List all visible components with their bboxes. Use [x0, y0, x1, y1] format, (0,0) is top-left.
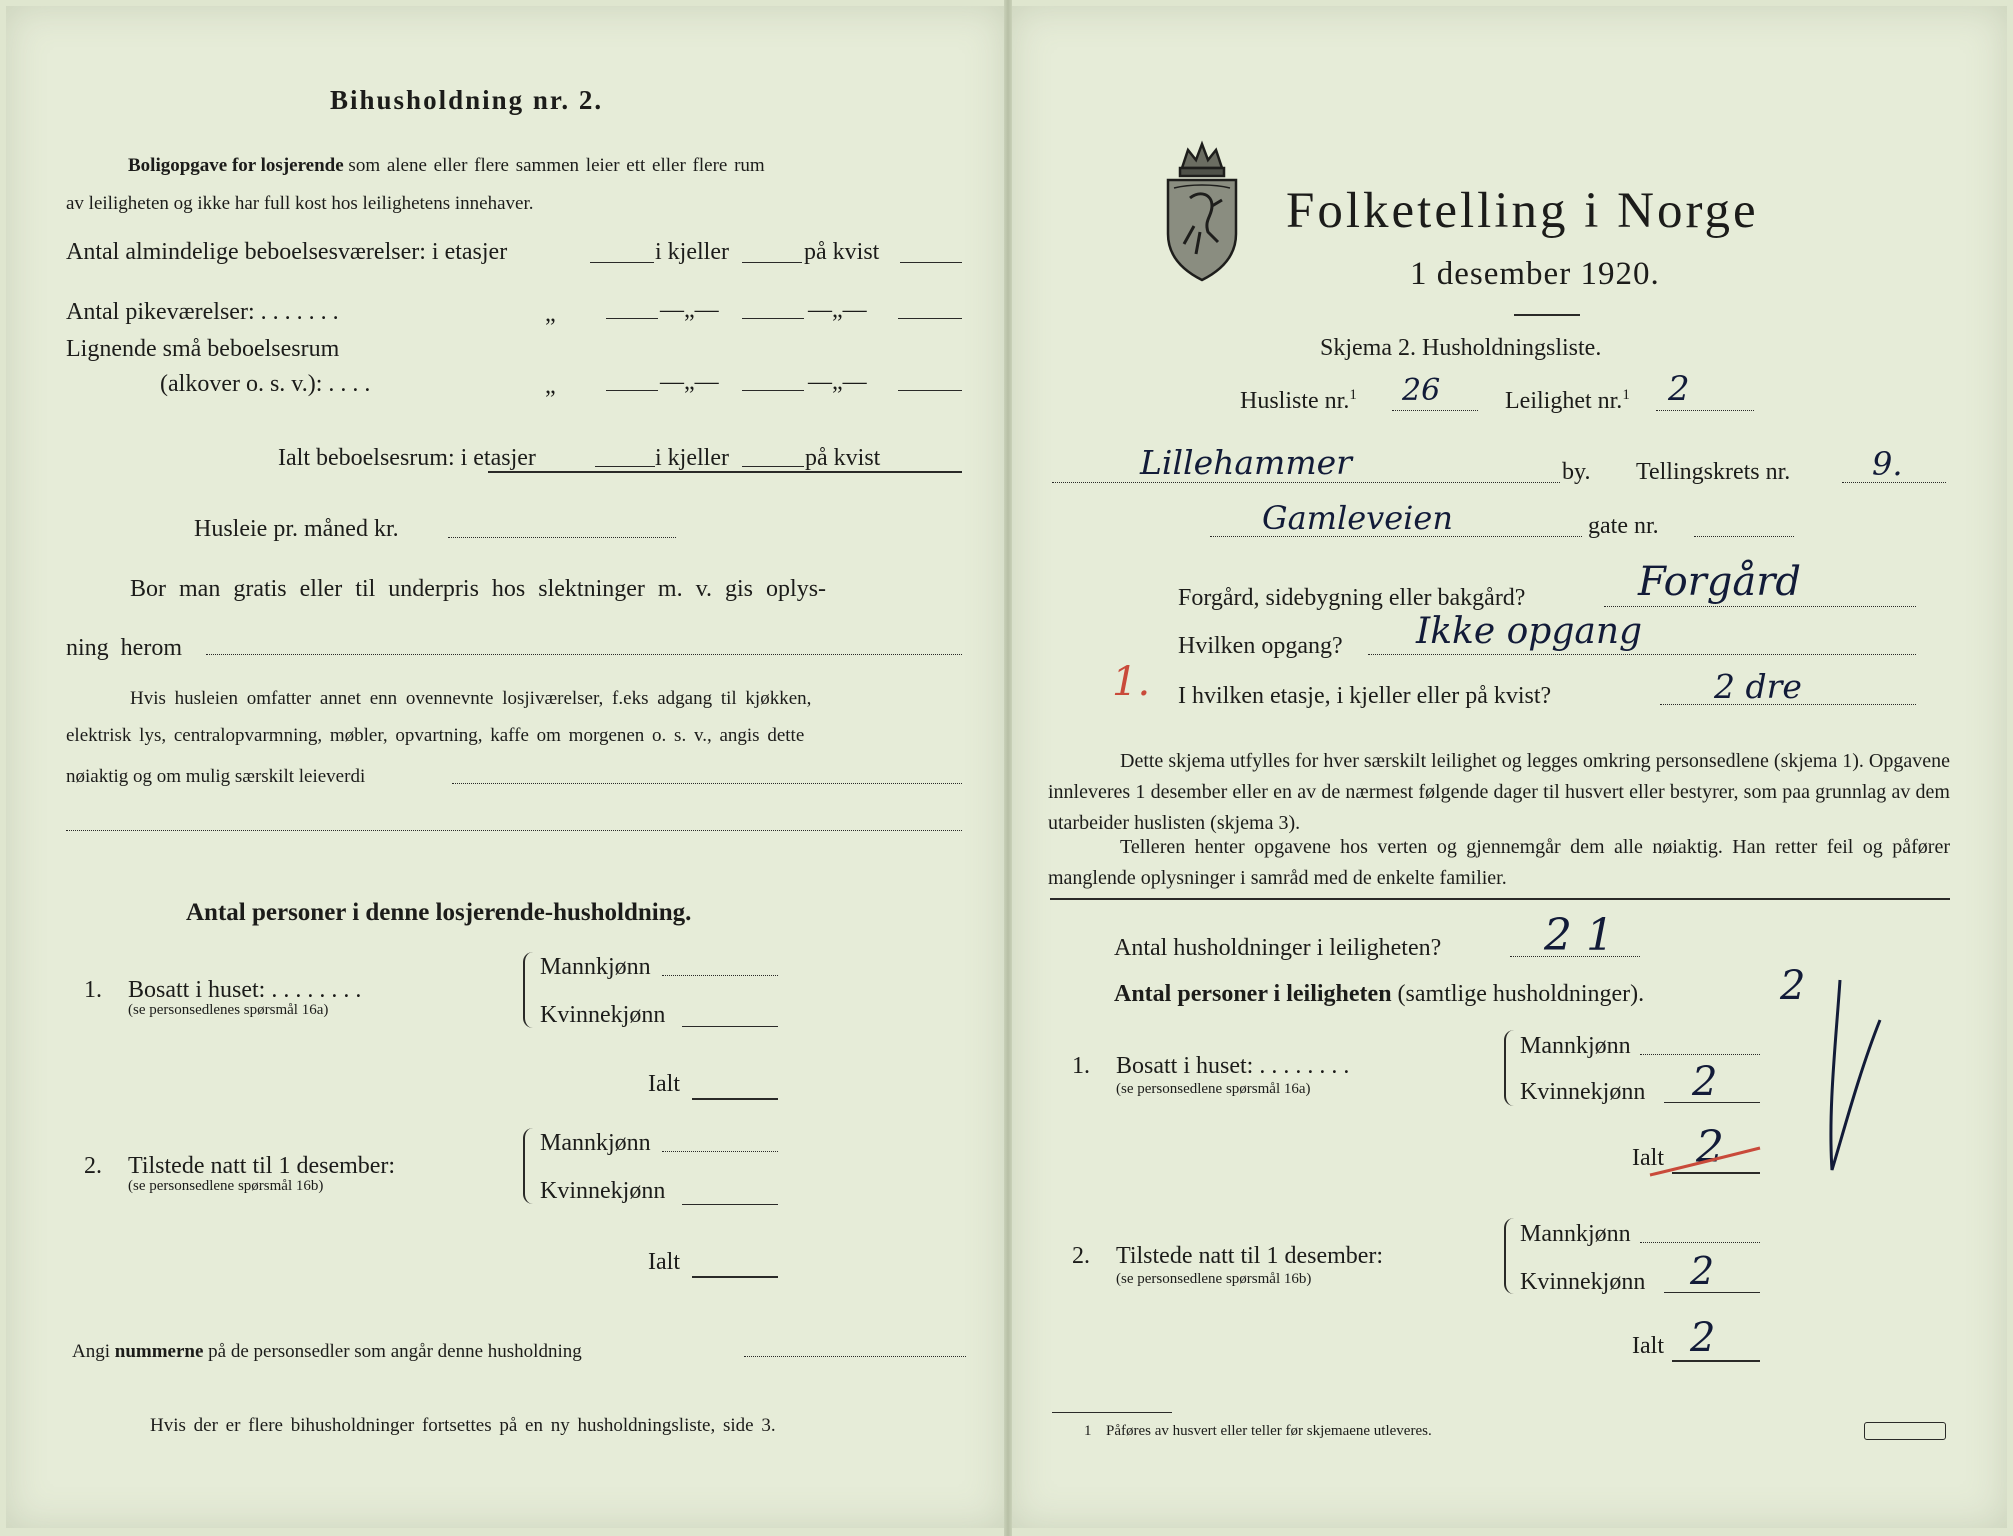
- bihusholdning-title: Bihusholdning nr. 2.: [330, 85, 604, 115]
- right-item1-kvinne: Kvinnekjønn: [1520, 1079, 1646, 1105]
- by-value: Lillehammer: [1140, 443, 1352, 482]
- personer-value: 2: [1780, 963, 1806, 1009]
- right-item1-mann: Mannkjønn: [1520, 1033, 1631, 1059]
- right-item1-ialt: Ialt: [1632, 1145, 1664, 1171]
- leilighet-label-text: Leilighet nr.: [1505, 388, 1623, 414]
- left-item1-label: Bosatt i huset: . . . . . . . .: [128, 977, 362, 1003]
- pike-label: Antal pikeværelser: . . . . . . .: [66, 299, 339, 325]
- info-paragraph-1: Dette skjema utfylles for hver særskilt leilighet og legges omkring personsedlene (skjema 1). Opgavene innleveres 1 desember eller en av de nærmest følgende dager til husvert eller bestyrer, som paa grunnlag av dem utarbeider huslisten (skjema 3).: [1048, 750, 1950, 834]
- left-item1-mann: Mannkjønn: [540, 954, 651, 980]
- forgaard-label: Forgård, sidebygning eller bakgård?: [1178, 585, 1526, 611]
- leilighet-label: [1505, 388, 1630, 413]
- husliste-label-text: Husliste nr.: [1240, 388, 1350, 414]
- husliste-label: [1240, 388, 1357, 413]
- footnote-text: Påføres av husvert eller teller før skjemaene utleveres.: [1106, 1423, 1432, 1439]
- census-title: Folketelling i Norge: [1286, 183, 1759, 239]
- printer-stamp: [1864, 1422, 1946, 1440]
- page-fold: [1004, 0, 1012, 1536]
- lignende-dash-1: —„—: [660, 369, 719, 395]
- gratis-line-1: Bor man gratis eller til underpris hos slektninger m. v. gis oplys-: [130, 576, 827, 602]
- lignende-field-2[interactable]: [742, 390, 804, 391]
- opgang-label: Hvilken opgang?: [1178, 633, 1343, 659]
- right-item2-mann-field[interactable]: [1640, 1242, 1760, 1243]
- gratis-field[interactable]: [206, 654, 962, 655]
- right-item2-mann: Mannkjønn: [1520, 1221, 1631, 1247]
- pike-field-2[interactable]: [742, 318, 804, 319]
- tellingskrets-value: 9.: [1872, 445, 1903, 483]
- ialt-rooms-rule: [488, 471, 962, 473]
- personer-bold: Antal personer i leiligheten: [1114, 981, 1392, 1007]
- left-item2-mann-field[interactable]: [662, 1151, 778, 1152]
- left-item1-brace: [523, 952, 535, 1028]
- gratis-line-2: ning herom: [66, 635, 182, 661]
- right-item2-brace: [1504, 1218, 1516, 1294]
- leilighet-superscript: 1: [1622, 387, 1630, 403]
- personer-rest: (samtlige husholdninger).: [1397, 981, 1645, 1007]
- left-item2-kvinne: Kvinnekjønn: [540, 1178, 666, 1204]
- ialt-kvist-label: på kvist: [805, 445, 881, 471]
- angi-field[interactable]: [744, 1356, 966, 1357]
- footnote-number: 1: [1084, 1423, 1092, 1439]
- right-item2-num: 2.: [1072, 1243, 1090, 1269]
- left-item2-kvinne-field[interactable]: [682, 1204, 778, 1205]
- opgang-value: Ikke opgang: [1416, 611, 1643, 652]
- ialt-kjeller-label: i kjeller: [655, 445, 729, 471]
- husleie-field[interactable]: [448, 537, 676, 538]
- leieverdi-field-2[interactable]: [66, 830, 962, 831]
- intro-bold: Boligopgave for losjerende: [128, 155, 344, 176]
- hvis-line-1: Hvis husleien omfatter annet enn ovennevnte losjiværelser, f.eks adgang til kjøkken,: [130, 688, 812, 709]
- right-item2-ialt-value: 2: [1690, 1315, 1716, 1361]
- by-label: by.: [1562, 459, 1591, 485]
- gate-nr-field[interactable]: [1694, 536, 1794, 537]
- husliste-field[interactable]: [1392, 410, 1478, 411]
- right-item2-label: Tilstede natt til 1 desember:: [1116, 1243, 1384, 1269]
- left-item2-brace: [523, 1128, 535, 1204]
- right-item2-ialt-field[interactable]: [1672, 1360, 1760, 1362]
- pike-dash-2: —„—: [808, 297, 867, 323]
- pike-dash-1: —„—: [660, 297, 719, 323]
- left-item2-ialt: Ialt: [648, 1249, 680, 1275]
- right-item2-kvinne-value: 2: [1690, 1249, 1715, 1293]
- right-item1-kvinne-value: 2: [1692, 1059, 1718, 1105]
- left-item2-ialt-field[interactable]: [692, 1276, 778, 1278]
- forgaard-value: Forgård: [1638, 559, 1801, 605]
- lignende-line-2: (alkover o. s. v.): . . . .: [160, 371, 371, 397]
- left-footer: Hvis der er flere bihusholdninger fortsettes på en ny husholdningsliste, side 3.: [150, 1415, 776, 1436]
- left-item1-kvinne: Kvinnekjønn: [540, 1002, 666, 1028]
- left-item1-sub: (se personsedlenes spørsmål 16a): [128, 1002, 329, 1018]
- right-item2-ialt: Ialt: [1632, 1333, 1664, 1359]
- left-item1-kvinne-field[interactable]: [682, 1026, 778, 1027]
- section-rule: [1050, 898, 1950, 900]
- rooms-kjeller-label: i kjeller: [655, 239, 729, 265]
- lignende-field-3[interactable]: [898, 390, 962, 391]
- rooms-kjeller-field[interactable]: [742, 262, 802, 263]
- husholdninger-label: Antal husholdninger i leiligheten?: [1114, 935, 1442, 961]
- leilighet-field[interactable]: [1656, 410, 1754, 411]
- etasje-value: 2 dre: [1714, 667, 1802, 706]
- gate-label: gate nr.: [1588, 513, 1659, 539]
- lignende-line-1: Lignende små beboelsesrum: [66, 336, 340, 362]
- rooms-etasjer-field[interactable]: [590, 262, 654, 263]
- right-item1-num: 1.: [1072, 1053, 1090, 1079]
- info-paragraph-2: Telleren henter opgavene hos verten og gjennemgår dem alle nøiaktig. Han retter feil og påfører manglende oplysninger i samråd med de enkelte familier.: [1048, 836, 1950, 889]
- left-item1-num: 1.: [84, 977, 102, 1003]
- skjema-label: Skjema 2. Husholdningsliste.: [1320, 335, 1602, 361]
- rooms-label: Antal almindelige beboelsesværelser: i etasjer: [66, 239, 508, 265]
- tellingskrets-label: Tellingskrets nr.: [1636, 459, 1791, 485]
- right-item1-label: Bosatt i huset: . . . . . . . .: [1116, 1053, 1350, 1079]
- husholdninger-value: 2 1: [1544, 910, 1614, 961]
- ialt-rooms-label: Ialt beboelsesrum: i etasjer: [278, 445, 536, 471]
- opgang-field[interactable]: [1368, 654, 1916, 655]
- intro-line-2: av leiligheten og ikke har full kost hos leilighetens innehaver.: [66, 193, 534, 214]
- norway-lion-shield-icon: [1160, 136, 1244, 284]
- footnote-rule: [1052, 1412, 1172, 1413]
- title-rule: [1514, 314, 1580, 316]
- left-item1-mann-field[interactable]: [662, 975, 778, 976]
- pen-check-marks: [1640, 960, 1900, 1190]
- intro-line-1: [128, 156, 765, 175]
- intro-rest: som alene eller flere sammen leier ett eller flere rum: [348, 155, 765, 176]
- right-item1-ialt-value: 2: [1696, 1122, 1724, 1173]
- hvis-line-2: elektrisk lys, centralopvarmning, møbler, opvartning, kaffe om morgenen o. s. v., angis dette: [66, 725, 805, 746]
- census-date: 1 desember 1920.: [1410, 256, 1660, 292]
- left-item2-num: 2.: [84, 1153, 102, 1179]
- husliste-superscript: 1: [1349, 387, 1357, 403]
- pike-field-1[interactable]: [606, 318, 658, 319]
- right-item2-sub: (se personsedlene spørsmål 16b): [1116, 1271, 1312, 1287]
- rooms-kvist-field[interactable]: [900, 262, 962, 263]
- by-field[interactable]: [1052, 482, 1560, 483]
- left-item1-ialt-field[interactable]: [692, 1098, 778, 1100]
- ialt-kjeller-field[interactable]: [742, 466, 804, 467]
- left-item2-mann: Mannkjønn: [540, 1130, 651, 1156]
- husleie-label: Husleie pr. måned kr.: [194, 516, 399, 542]
- hvis-line-3: nøiaktig og om mulig særskilt leieverdi: [66, 766, 366, 787]
- pike-field-3[interactable]: [898, 318, 962, 319]
- pike-ditto: „: [545, 301, 556, 327]
- personer-line: [1114, 982, 1644, 1006]
- leilighet-value: 2: [1668, 369, 1690, 409]
- right-item2-kvinne: Kvinnekjønn: [1520, 1269, 1646, 1295]
- ialt-etasjer-field[interactable]: [595, 466, 655, 467]
- left-item2-sub: (se personsedlene spørsmål 16b): [128, 1178, 324, 1194]
- left-item2-label: Tilstede natt til 1 desember:: [128, 1153, 396, 1179]
- right-item1-brace: [1504, 1030, 1516, 1106]
- husliste-value: 26: [1402, 373, 1441, 408]
- angi-line: [72, 1342, 582, 1361]
- lignende-field-1[interactable]: [606, 390, 658, 391]
- angi-bold: nummerne: [114, 1341, 204, 1362]
- angi-rest: på de personsedler som angår denne husholdning: [208, 1341, 582, 1362]
- right-item1-sub: (se personsedlene spørsmål 16a): [1116, 1081, 1311, 1097]
- forgaard-field[interactable]: [1604, 606, 1916, 607]
- etasje-label: I hvilken etasje, i kjeller eller på kvist?: [1178, 683, 1552, 709]
- lignende-ditto: „: [545, 373, 556, 399]
- antal-heading-left: Antal personer i denne losjerende-husholdning.: [186, 899, 692, 926]
- leieverdi-field[interactable]: [452, 783, 962, 784]
- left-item1-ialt: Ialt: [648, 1071, 680, 1097]
- angi-pre: Angi: [72, 1341, 110, 1362]
- gate-value: Gamleveien: [1262, 499, 1453, 537]
- lignende-dash-2: —„—: [808, 369, 867, 395]
- red-pencil-mark: 1.: [1112, 659, 1151, 705]
- rooms-kvist-label: på kvist: [804, 239, 880, 265]
